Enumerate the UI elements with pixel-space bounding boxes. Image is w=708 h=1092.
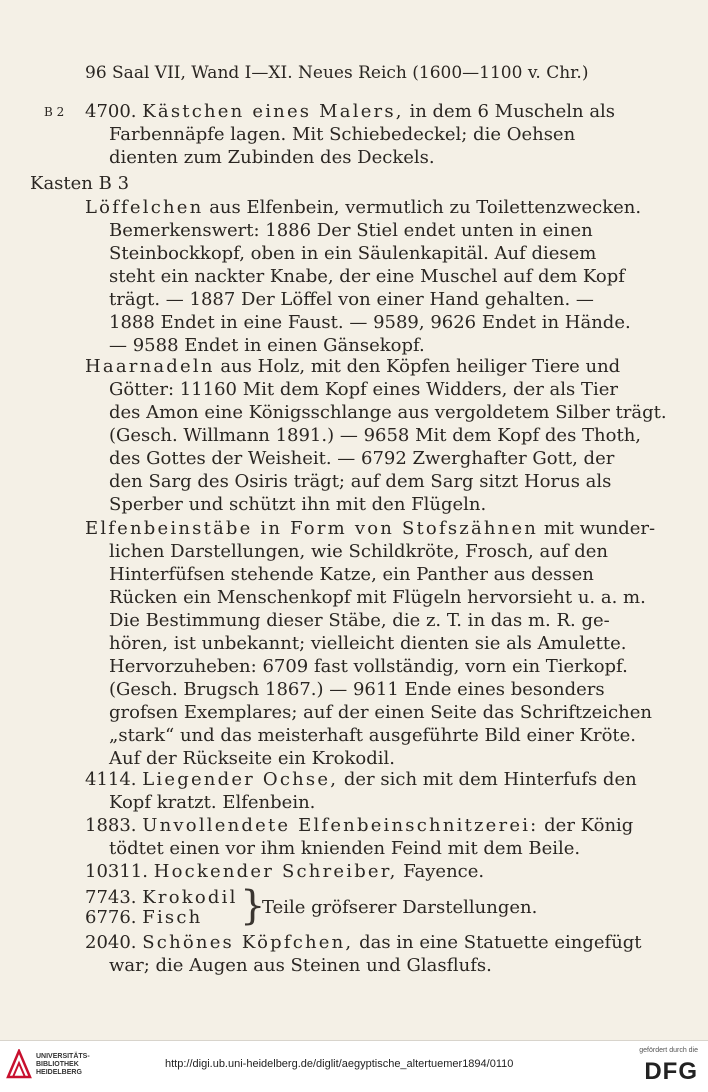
entry-6776 <box>85 907 202 929</box>
text-line: lichen Darstellungen, wie Schildkröte, Frosch, auf den <box>109 541 608 562</box>
entry-title: Liegender Ochse, <box>142 769 339 790</box>
brace-text: Teile gröfserer Darstellungen. <box>262 897 538 918</box>
text-line: Bemerkenswert: 1886 Der Stiel endet unten in einen <box>109 220 593 241</box>
entry-text: der sich mit dem Hinterfufs den <box>343 769 637 790</box>
text-line: grofsen Exemplares; auf der einen Seite das Schriftzeichen <box>109 702 652 723</box>
running-header: 96 Saal VII, Wand I—XI. Neues Reich (1600—1100 v. Chr.) <box>85 63 589 83</box>
margin-note-b2: B 2 <box>44 105 65 119</box>
text-line: des Gottes der Weisheit. — 6792 Zwerghafter Gott, der <box>109 448 615 469</box>
text-line: Farbennäpfe lagen. Mit Schiebedeckel; die Oehsen <box>109 124 576 145</box>
entry-1883-line-1 <box>85 815 633 837</box>
text-line: Hervorzuheben: 6709 fast vollständig, vorn ein Tierkopf. <box>109 656 628 677</box>
text-line: trägt. — 1887 Der Löffel von einer Hand gehalten. — <box>109 289 594 310</box>
entry-4114-line-1 <box>85 769 637 791</box>
funded-by-label: gefördert durch die <box>639 1047 698 1054</box>
entry-number: 6776. <box>85 907 137 928</box>
dfg-logo: DFG <box>644 1058 698 1085</box>
entry-text: in dem 6 Muscheln als <box>409 101 616 122</box>
entry-elfenbeinstaebe-line-1 <box>85 518 655 540</box>
entry-loeffel-line-1 <box>85 197 641 219</box>
text-line: Sperber und schützt ihn mit den Flügeln. <box>109 494 487 515</box>
entry-number: 10311. <box>85 861 148 882</box>
entry-title: Löffelchen <box>85 197 204 218</box>
entry-text: mit wunder- <box>543 518 656 539</box>
text-line: dienten zum Zubinden des Deckels. <box>109 147 435 168</box>
entry-number: 1883. <box>85 815 137 836</box>
entry-title: Fisch <box>142 907 203 928</box>
text-line: den Sarg des Osiris trägt; auf dem Sarg sitzt Horus als <box>109 471 612 492</box>
text-line: Rücken ein Menschenkopf mit Flügeln hervorsieht u. a. m. <box>109 587 646 608</box>
entry-10311 <box>85 861 484 883</box>
text-line: steht ein nackter Knabe, der eine Muschel auf dem Kopf <box>109 266 625 287</box>
entry-text: aus Holz, mit den Köpfen heiliger Tiere und <box>220 356 621 377</box>
library-name: UNIVERSITÄTS- BIBLIOTHEK HEIDELBERG <box>36 1053 90 1076</box>
entry-title: Krokodil <box>142 887 238 908</box>
entry-number: 4114. <box>85 769 137 790</box>
text-line: (Gesch. Willmann 1891.) — 9658 Mit dem Kopf des Thoth, <box>109 425 642 446</box>
entry-number: 2040. <box>85 932 137 953</box>
entry-number: 7743. <box>85 887 137 908</box>
text-line: war; die Augen aus Steinen und Glasflufs. <box>109 955 492 976</box>
entry-text: der König <box>544 815 634 836</box>
case-heading: Kasten B 3 <box>30 173 130 194</box>
heidelberg-library-logo-icon <box>6 1049 32 1079</box>
text-line: (Gesch. Brugsch 1867.) — 9611 Ende eines besonders <box>109 679 605 700</box>
text-line: Götter: 11160 Mit dem Kopf eines Widders, der als Tier <box>109 379 619 400</box>
text-line: tödtet einen vor ihm knienden Feind mit dem Beile. <box>109 838 581 859</box>
entry-7743 <box>85 887 238 909</box>
entry-title: Unvollendete Elfenbeinschnitzerei: <box>142 815 539 836</box>
entry-haarnadeln-line-1 <box>85 356 620 378</box>
entry-text: Fayence. <box>403 861 485 882</box>
entry-4700-line-1 <box>85 101 615 123</box>
text-line: Auf der Rückseite ein Krokodil. <box>109 748 395 769</box>
text-line: Die Bestimmung dieser Stäbe, die z. T. in das m. R. ge- <box>109 610 610 631</box>
curly-brace-icon: } <box>240 883 266 929</box>
text-line: — 9588 Endet in einen Gänsekopf. <box>109 335 425 356</box>
text-line: „stark“ und das meisterhaft ausgeführte Bild einer Kröte. <box>109 725 637 746</box>
text-line: Steinbockkopf, oben in ein Säulenkapitäl. Auf diesem <box>109 243 597 264</box>
text-line: hören, ist unbekannt; vielleicht dienten sie als Amulette. <box>109 633 627 654</box>
entry-title: Hockender Schreiber, <box>153 861 398 882</box>
entry-text: das in eine Statuette eingefügt <box>359 932 642 953</box>
viewer-footer <box>0 1040 708 1092</box>
text-line: 1888 Endet in eine Faust. — 9589, 9626 Endet in Hände. <box>109 312 631 333</box>
entry-number: 4700. <box>85 101 137 122</box>
entry-2040-line-1 <box>85 932 642 954</box>
entry-title: Schönes Köpfchen, <box>142 932 354 953</box>
entry-title: Kästchen eines Malers, <box>142 101 404 122</box>
text-line: Hinterfüfsen stehende Katze, ein Panther aus dessen <box>109 564 594 585</box>
permalink-url[interactable]: http://digi.ub.uni-heidelberg.de/diglit/aegyptische_altertuemer1894/0110 <box>165 1058 514 1070</box>
text-line: Kopf kratzt. Elfenbein. <box>109 792 316 813</box>
entry-title: Elfenbeinstäbe in Form von Stofszähnen <box>85 518 539 539</box>
text-line: des Amon eine Königsschlange aus vergoldetem Silber trägt. <box>109 402 667 423</box>
entry-text: aus Elfenbein, vermutlich zu Toilettenzwecken. <box>209 197 642 218</box>
entry-title: Haarnadeln <box>85 356 215 377</box>
